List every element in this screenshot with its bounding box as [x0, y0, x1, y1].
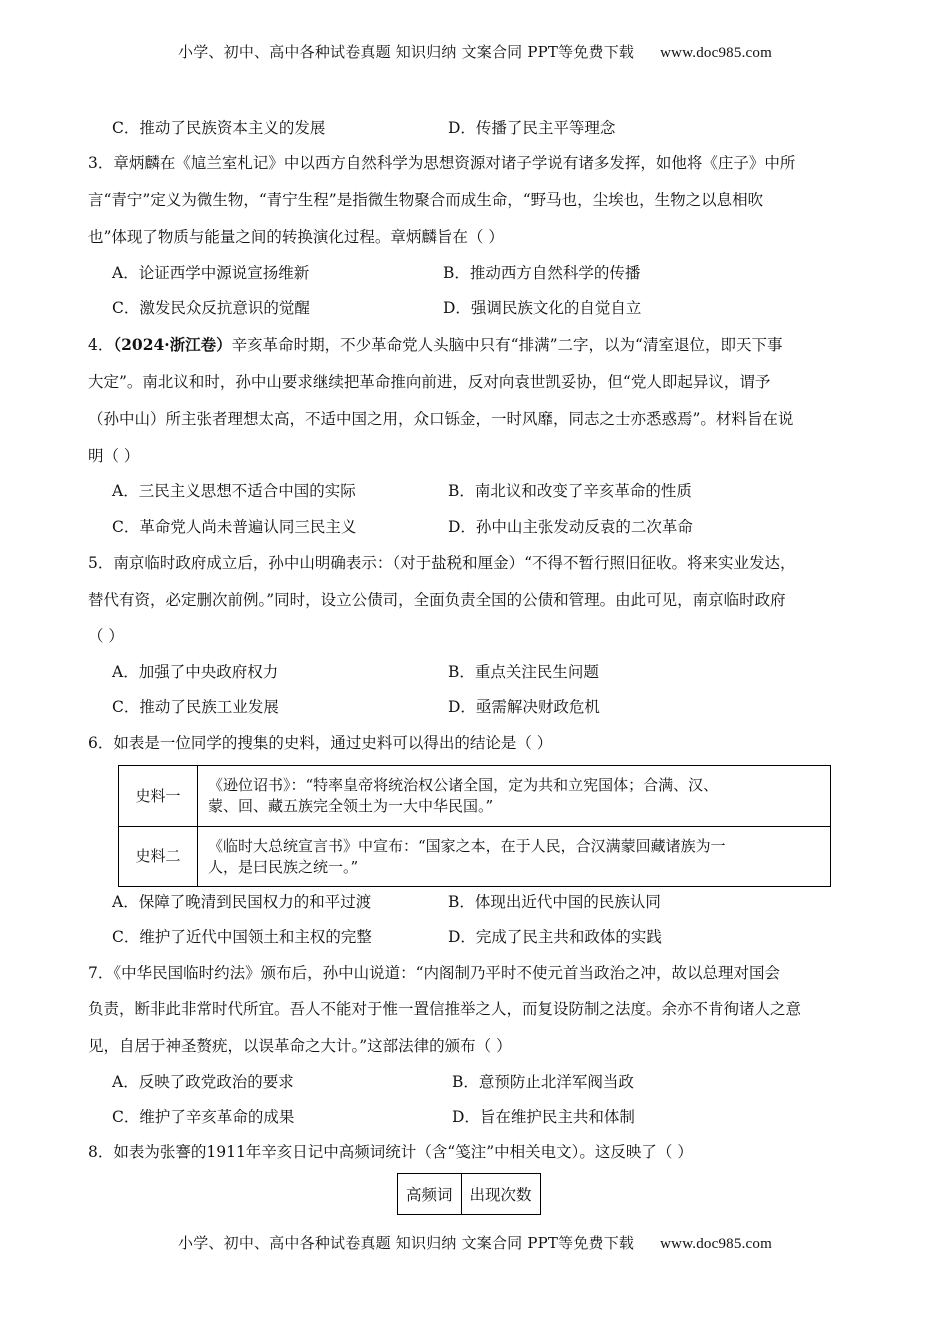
q6-option-d[interactable]: D．完成了民主共和政体的实践 [448, 928, 662, 946]
q5-option-a[interactable]: A．加强了中央政府权力 [112, 663, 279, 681]
q4-option-a[interactable]: A．三民主义思想不适合中国的实际 [112, 482, 356, 500]
q3-option-b[interactable]: B．推动西方自然科学的传播 [443, 264, 641, 282]
q4-option-c[interactable]: C．革命党人尚未普遍认同三民主义 [112, 518, 357, 536]
q5-option-b[interactable]: B．重点关注民生问题 [448, 663, 599, 681]
q4-option-b[interactable]: B．南北议和改变了辛亥革命的性质 [448, 482, 692, 500]
q4-line-1-text: 辛亥革命时期，不少革命党人头脑中只有“排满”二字，以为“清室退位，即天下事 [231, 336, 783, 354]
q2-option-c[interactable]: C．推动了民族资本主义的发展 [112, 119, 326, 137]
table-cell-value: 《逊位诏书》：“特率皇帝将统治权公诸全国，定为共和立宪国体；合满、汉、 蒙、回、藏五族完全领土为一大中华民国。” [198, 766, 831, 827]
footer-text: 小学、初中、高中各种试卷真题 知识归纳 文案合同 PPT等免费下载 [178, 1234, 635, 1252]
q5-line-3: （ ） [88, 627, 124, 645]
q4-option-d[interactable]: D．孙中山主张发动反袁的二次革命 [448, 518, 693, 536]
q7-option-a[interactable]: A．反映了政党政治的要求 [112, 1073, 294, 1091]
q4-line-4: 明（ ） [88, 447, 140, 465]
q4-line-2: 大定”。南北议和时，孙中山要求继续把革命推向前进，反对向袁世凯妥协，但“党人即起异议，谓予 [88, 373, 771, 391]
q7-option-d[interactable]: D．旨在维护民主共和体制 [452, 1108, 635, 1126]
q3-option-d[interactable]: D．强调民族文化的自觉自立 [443, 299, 642, 317]
table-header-cell: 出现次数 [461, 1174, 540, 1215]
q5-line-1: 5．南京临时政府成立后，孙中山明确表示：（对于盐税和厘金）“不得不暂行照旧征收。将来实业发达， [88, 554, 796, 572]
page-footer [0, 1232, 950, 1253]
q4-number: 4． [88, 336, 114, 354]
header-site[interactable]: www.doc985.com [660, 45, 772, 61]
q6-option-b[interactable]: B．体现出近代中国的民族认同 [448, 893, 661, 911]
q5-option-c[interactable]: C．推动了民族工业发展 [112, 698, 279, 716]
q4-line-3: （孙中山）所主张者理想太高，不适中国之用，众口铄金，一时风靡，同志之士亦悉惑焉”。材料旨在说 [88, 410, 794, 428]
q4-line-1 [88, 335, 782, 355]
table-cell-key: 史料二 [119, 827, 198, 887]
table-header-row [398, 1174, 541, 1215]
q7-option-c[interactable]: C．维护了辛亥革命的成果 [112, 1108, 295, 1126]
footer-site[interactable]: www.doc985.com [660, 1236, 772, 1252]
q8-frequency-table [397, 1173, 541, 1215]
table-cell-key: 史料一 [119, 766, 198, 827]
q5-option-d[interactable]: D．亟需解决财政危机 [448, 698, 600, 716]
q3-option-c[interactable]: C．激发民众反抗意识的觉醒 [112, 299, 310, 317]
q8-line-1: 8．如表为张謇的1911年辛亥日记中高频词统计（含“笺注”中相关电文）。这反映了（ ） [88, 1143, 693, 1161]
q2-option-d[interactable]: D．传播了民主平等理念 [448, 119, 616, 137]
q7-line-1: 7．《中华民国临时约法》颁布后，孙中山说道：“内阁制乃平时不使元首当政治之冲，故以总理对国会 [88, 964, 781, 982]
table-header-cell: 高频词 [398, 1174, 462, 1215]
table-row [119, 827, 831, 887]
header-text: 小学、初中、高中各种试卷真题 知识归纳 文案合同 PPT等免费下载 [178, 43, 635, 61]
page-header-top [0, 41, 950, 62]
q7-option-b[interactable]: B．意预防止北洋军阀当政 [452, 1073, 634, 1091]
q6-source-table [118, 765, 831, 887]
q7-line-3: 见，自居于神圣赘疣，以误革命之大计。”这部法律的颁布（ ） [88, 1037, 512, 1055]
q6-option-c[interactable]: C．维护了近代中国领土和主权的完整 [112, 928, 372, 946]
q3-line-1: 3．章炳麟在《訄兰室札记》中以西方自然科学为思想资源对诸子学说有诸多发挥，如他将《庄子》中所 [88, 154, 796, 172]
q4-source: （2024·浙江卷） [113, 335, 232, 354]
q7-line-2: 负责，断非此非常时代所宜。吾人不能对于惟一置信推举之人，而复设防制之法度。余亦不肯徇诸人之意 [88, 1000, 802, 1018]
q3-line-2: 言“青宁”定义为微生物，“青宁生程”是指微生物聚合而成生命，“野马也，尘埃也，生物之以息相吹 [88, 191, 764, 209]
q3-option-a[interactable]: A．论证西学中源说宣扬维新 [112, 264, 310, 282]
table-cell-value: 《临时大总统宣言书》中宣布：“国家之本，在于人民，合汉满蒙回藏诸族为一 人，是曰民族之统一。” [198, 827, 831, 887]
q6-line-1: 6．如表是一位同学的搜集的史料，通过史料可以得出的结论是（ ） [88, 734, 553, 752]
q5-line-2: 替代有资，必定删次前例。”同时，设立公债司，全面负责全国的公债和管理。由此可见，南京临时政府 [88, 591, 786, 609]
table-row [119, 766, 831, 827]
q3-line-3: 也”体现了物质与能量之间的转换演化过程。章炳麟旨在（ ） [88, 228, 504, 246]
q6-option-a[interactable]: A．保障了晚清到民国权力的和平过渡 [112, 893, 372, 911]
